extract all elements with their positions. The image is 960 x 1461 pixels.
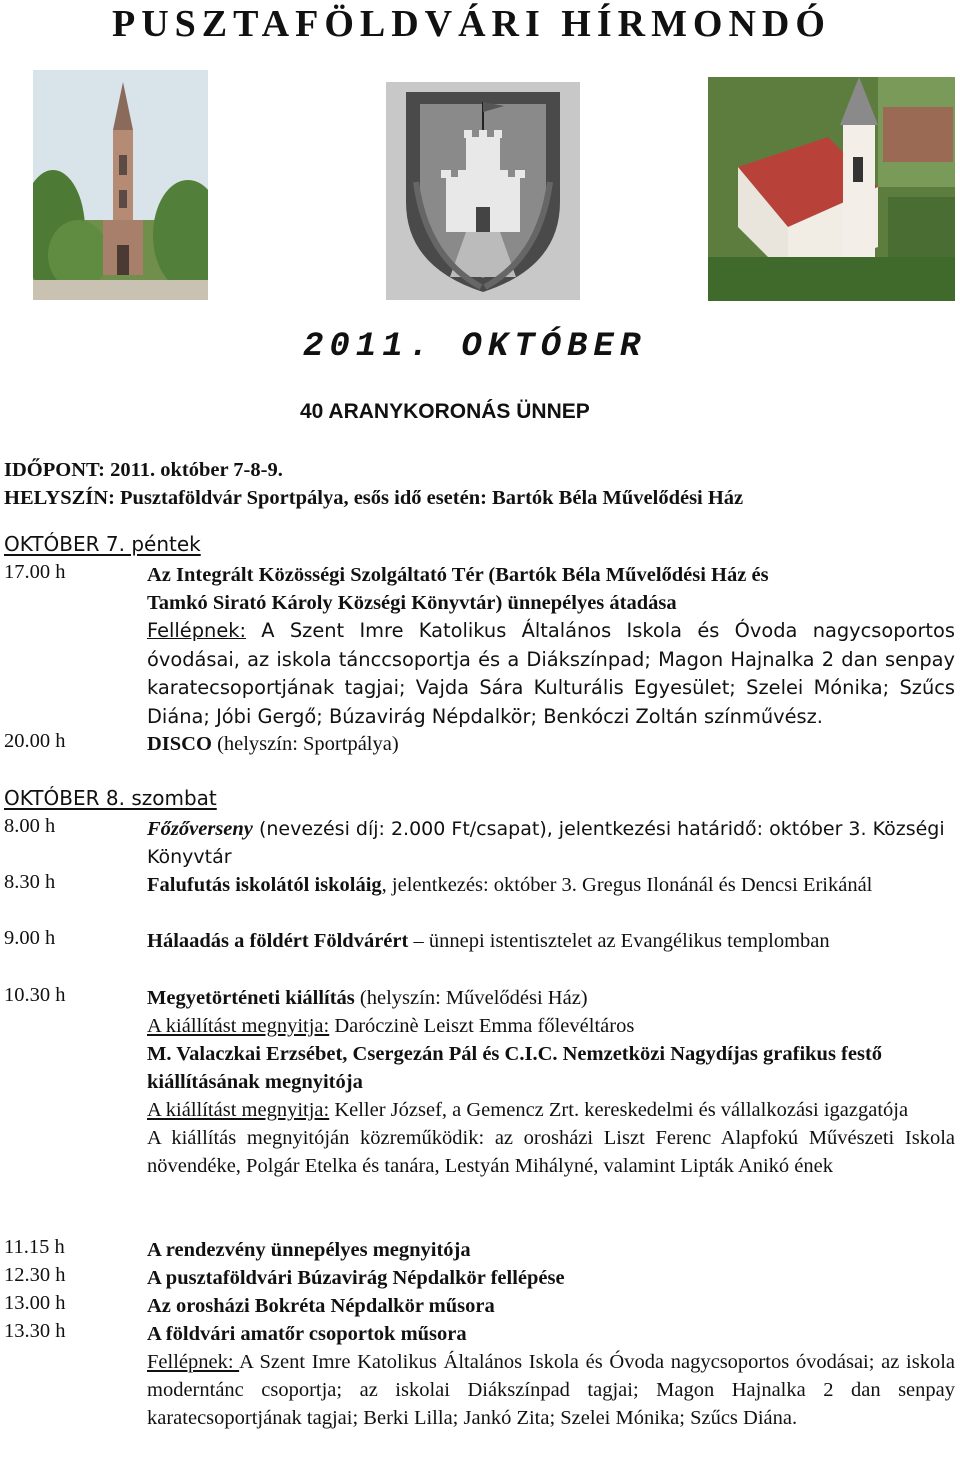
issue-date: 2011. OKTÓBER — [303, 328, 647, 366]
event-time-info: IDŐPONT: 2011. október 7-8-9. — [4, 459, 283, 481]
event-time: 9.00 h — [4, 927, 56, 949]
masthead-title: PUSZTAFÖLDVÁRI HÍRMONDÓ — [112, 3, 831, 45]
event-description — [147, 815, 955, 871]
event-description — [147, 730, 955, 758]
event-title: DISCO — [147, 733, 212, 755]
event-details: , jelentkezés: október 3. Gregus Ilonánál és Dencsi Erikánál — [381, 874, 873, 896]
event-title-line: Tamkó Sirató Károly Községi Könyvtár) ünnepélyes átadása — [147, 592, 677, 614]
opener-label: A kiállítást megnyitja: — [147, 1015, 330, 1037]
event-title-line: Az Integrált Közösségi Szolgáltató Tér (Bartók Béla Művelődési Ház és — [147, 564, 769, 586]
event-time: 8.00 h — [4, 815, 56, 837]
event-details: (helyszín: Művelődési Ház) — [354, 987, 588, 1009]
performers-text: A Szent Imre Katolikus Általános Iskola és Óvoda nagycsoportos óvodásai, az iskola tánccsoportja és a Diákszínpad; Magon Hajnalka 2 dan senpay karatecsoportjának tagjai; Vajda Sára Kulturális Egyesület; Szelei Mónika; Szűcs Diána; Jóbi Gergő; Búzavirág Népdalkör; Benkóczi Zoltán színművész. — [147, 619, 955, 728]
event-description — [147, 1320, 955, 1432]
event-time: 13.00 h — [4, 1292, 66, 1314]
event-title: A rendezvény ünnepélyes megnyitója — [147, 1239, 471, 1261]
event-description — [147, 927, 955, 955]
day2-heading: OKTÓBER 8. szombat — [4, 786, 217, 810]
event-venue-info: HELYSZÍN: Pusztaföldvár Sportpálya, esős idő esetén: Bartók Béla Művelődési Ház — [4, 487, 744, 509]
event-title: Falufutás iskolától iskoláig — [147, 874, 382, 896]
opener-text: Keller József, a Gemencz Zrt. kereskedelmi és vállalkozási igazgatója — [329, 1099, 909, 1121]
event-time: 10.30 h — [4, 984, 66, 1006]
event-time: 17.00 h — [4, 561, 66, 583]
church-tower-photo — [33, 70, 208, 300]
event-title: Főzőverseny — [147, 818, 253, 840]
opener-text: Daróczinè Leiszt Emma főlevéltáros — [329, 1015, 635, 1037]
coat-of-arms — [386, 82, 580, 300]
event-details: – ünnepi istentisztelet az Evangélikus templomban — [408, 930, 830, 952]
event-title: A földvári amatőr csoportok műsora — [147, 1323, 467, 1345]
event-title: A pusztaföldvári Búzavirág Népdalkör fellépése — [147, 1267, 565, 1289]
event-title: Megyetörténeti kiállítás — [147, 987, 355, 1009]
event-title: Hálaadás a földért Földvárért — [147, 930, 409, 952]
event-time: 13.30 h — [4, 1320, 66, 1342]
performers-list — [147, 1348, 955, 1432]
event-time: 20.00 h — [4, 730, 66, 752]
performers-text: A Szent Imre Katolikus Általános Iskola és Óvoda nagycsoportos óvodásai; az iskola moderntánc csoportja; az iskolai Diákszínpad tagjai; Magon Hajnalka 2 dan senpay karatecsoportjának tagjai; Berki Lilla; Jankó Zita; Szelei Mónika; Szűcs Diána. — [147, 1351, 956, 1429]
event-location: (helyszín: Sportpálya) — [211, 733, 399, 755]
event-title: 40 ARANYKORONÁS ÜNNEP — [300, 400, 590, 423]
performers-label: Fellépnek: — [147, 619, 247, 642]
day1-heading: OKTÓBER 7. péntek — [4, 532, 201, 556]
performers-label: Fellépnek: — [147, 1351, 240, 1373]
event-description — [147, 561, 955, 731]
performers-list — [147, 617, 955, 731]
event-time: 8.30 h — [4, 871, 56, 893]
church-aerial-photo — [708, 77, 955, 301]
event-time: 12.30 h — [4, 1264, 66, 1286]
contributors-text: A kiállítás megnyitóján közreműködik: az orosházi Liszt Ferenc Alapfokú Művészeti Iskola növendéke, Polgár Etelka és tanára, Lestyán Mihályné, valamint Lipták Anikó ének — [147, 1127, 955, 1177]
event-title: Az orosházi Bokréta Népdalkör műsora — [147, 1295, 495, 1317]
event-time: 11.15 h — [4, 1236, 65, 1258]
event-description — [147, 984, 955, 1180]
opener-label: A kiállítást megnyitja: — [147, 1099, 330, 1121]
event-details: (nevezési díj: 2.000 Ft/csapat), jelentkezési határidő: október 3. Községi Könyvtár — [147, 818, 945, 868]
exhibition-title: M. Valaczkai Erzsébet, Csergezán Pál és C.I.C. Nemzetközi Nagydíjas grafikus festő kiállításának megnyitója — [147, 1043, 883, 1093]
event-description — [147, 871, 955, 899]
